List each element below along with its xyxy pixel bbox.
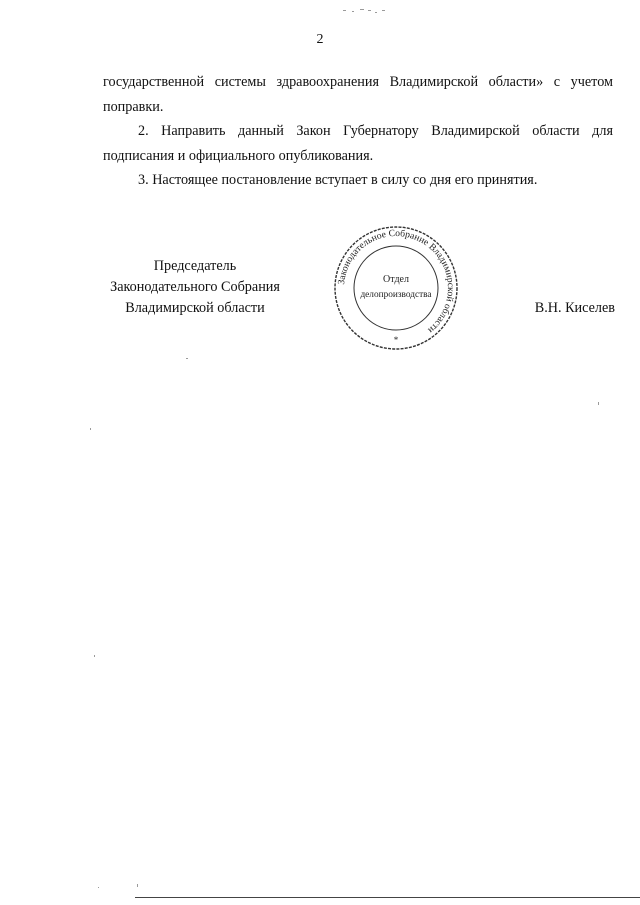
paragraph-line: подписания и официального опубликования. [103, 147, 374, 164]
scan-speck [98, 887, 99, 888]
signer-name: В.Н. Киселев [534, 300, 615, 316]
page-number: 2 [316, 32, 324, 47]
seal-inner-ring [354, 246, 438, 330]
signer-title-line: Законодательного Собрания [110, 279, 280, 295]
seal-star-mark: * [393, 335, 399, 345]
scan-bottom-edge [135, 897, 640, 898]
scan-speck [137, 884, 138, 887]
paragraph-line: государственной системы здравоохранения Владимирской области» с учетом [103, 74, 613, 90]
scan-speck [598, 402, 599, 405]
seal-center-line: делопроизводства [360, 290, 432, 300]
seal-outer-ring [335, 227, 457, 349]
scan-speck [90, 428, 91, 430]
scan-speck [94, 655, 95, 657]
scan-speck [375, 12, 377, 13]
scan-speck [368, 10, 371, 11]
office-seal [332, 224, 460, 352]
paragraph-continuation [103, 70, 613, 119]
seal-center-line: Отдел [383, 274, 409, 285]
signer-title [100, 256, 290, 319]
paragraph-2 [103, 119, 613, 168]
paragraph-line: поправки. [103, 98, 164, 115]
paragraph-line: 3. Настоящее постановление вступает в силу со дня его принятия. [138, 172, 538, 188]
scan-speck [382, 10, 385, 11]
signer-title-line: Председатель [153, 258, 237, 274]
seal-ring-text: Законодательное Собрание Владимирской области [336, 227, 457, 336]
scan-speck [352, 11, 354, 12]
scan-speck [360, 9, 364, 10]
scan-speck [186, 358, 188, 359]
paragraph-line: 2. Направить данный Закон Губернатору Владимирской области для [138, 123, 613, 139]
paragraph-3 [103, 168, 613, 193]
signer-title-line: Владимирской области [125, 300, 265, 316]
scan-speck [343, 10, 346, 11]
